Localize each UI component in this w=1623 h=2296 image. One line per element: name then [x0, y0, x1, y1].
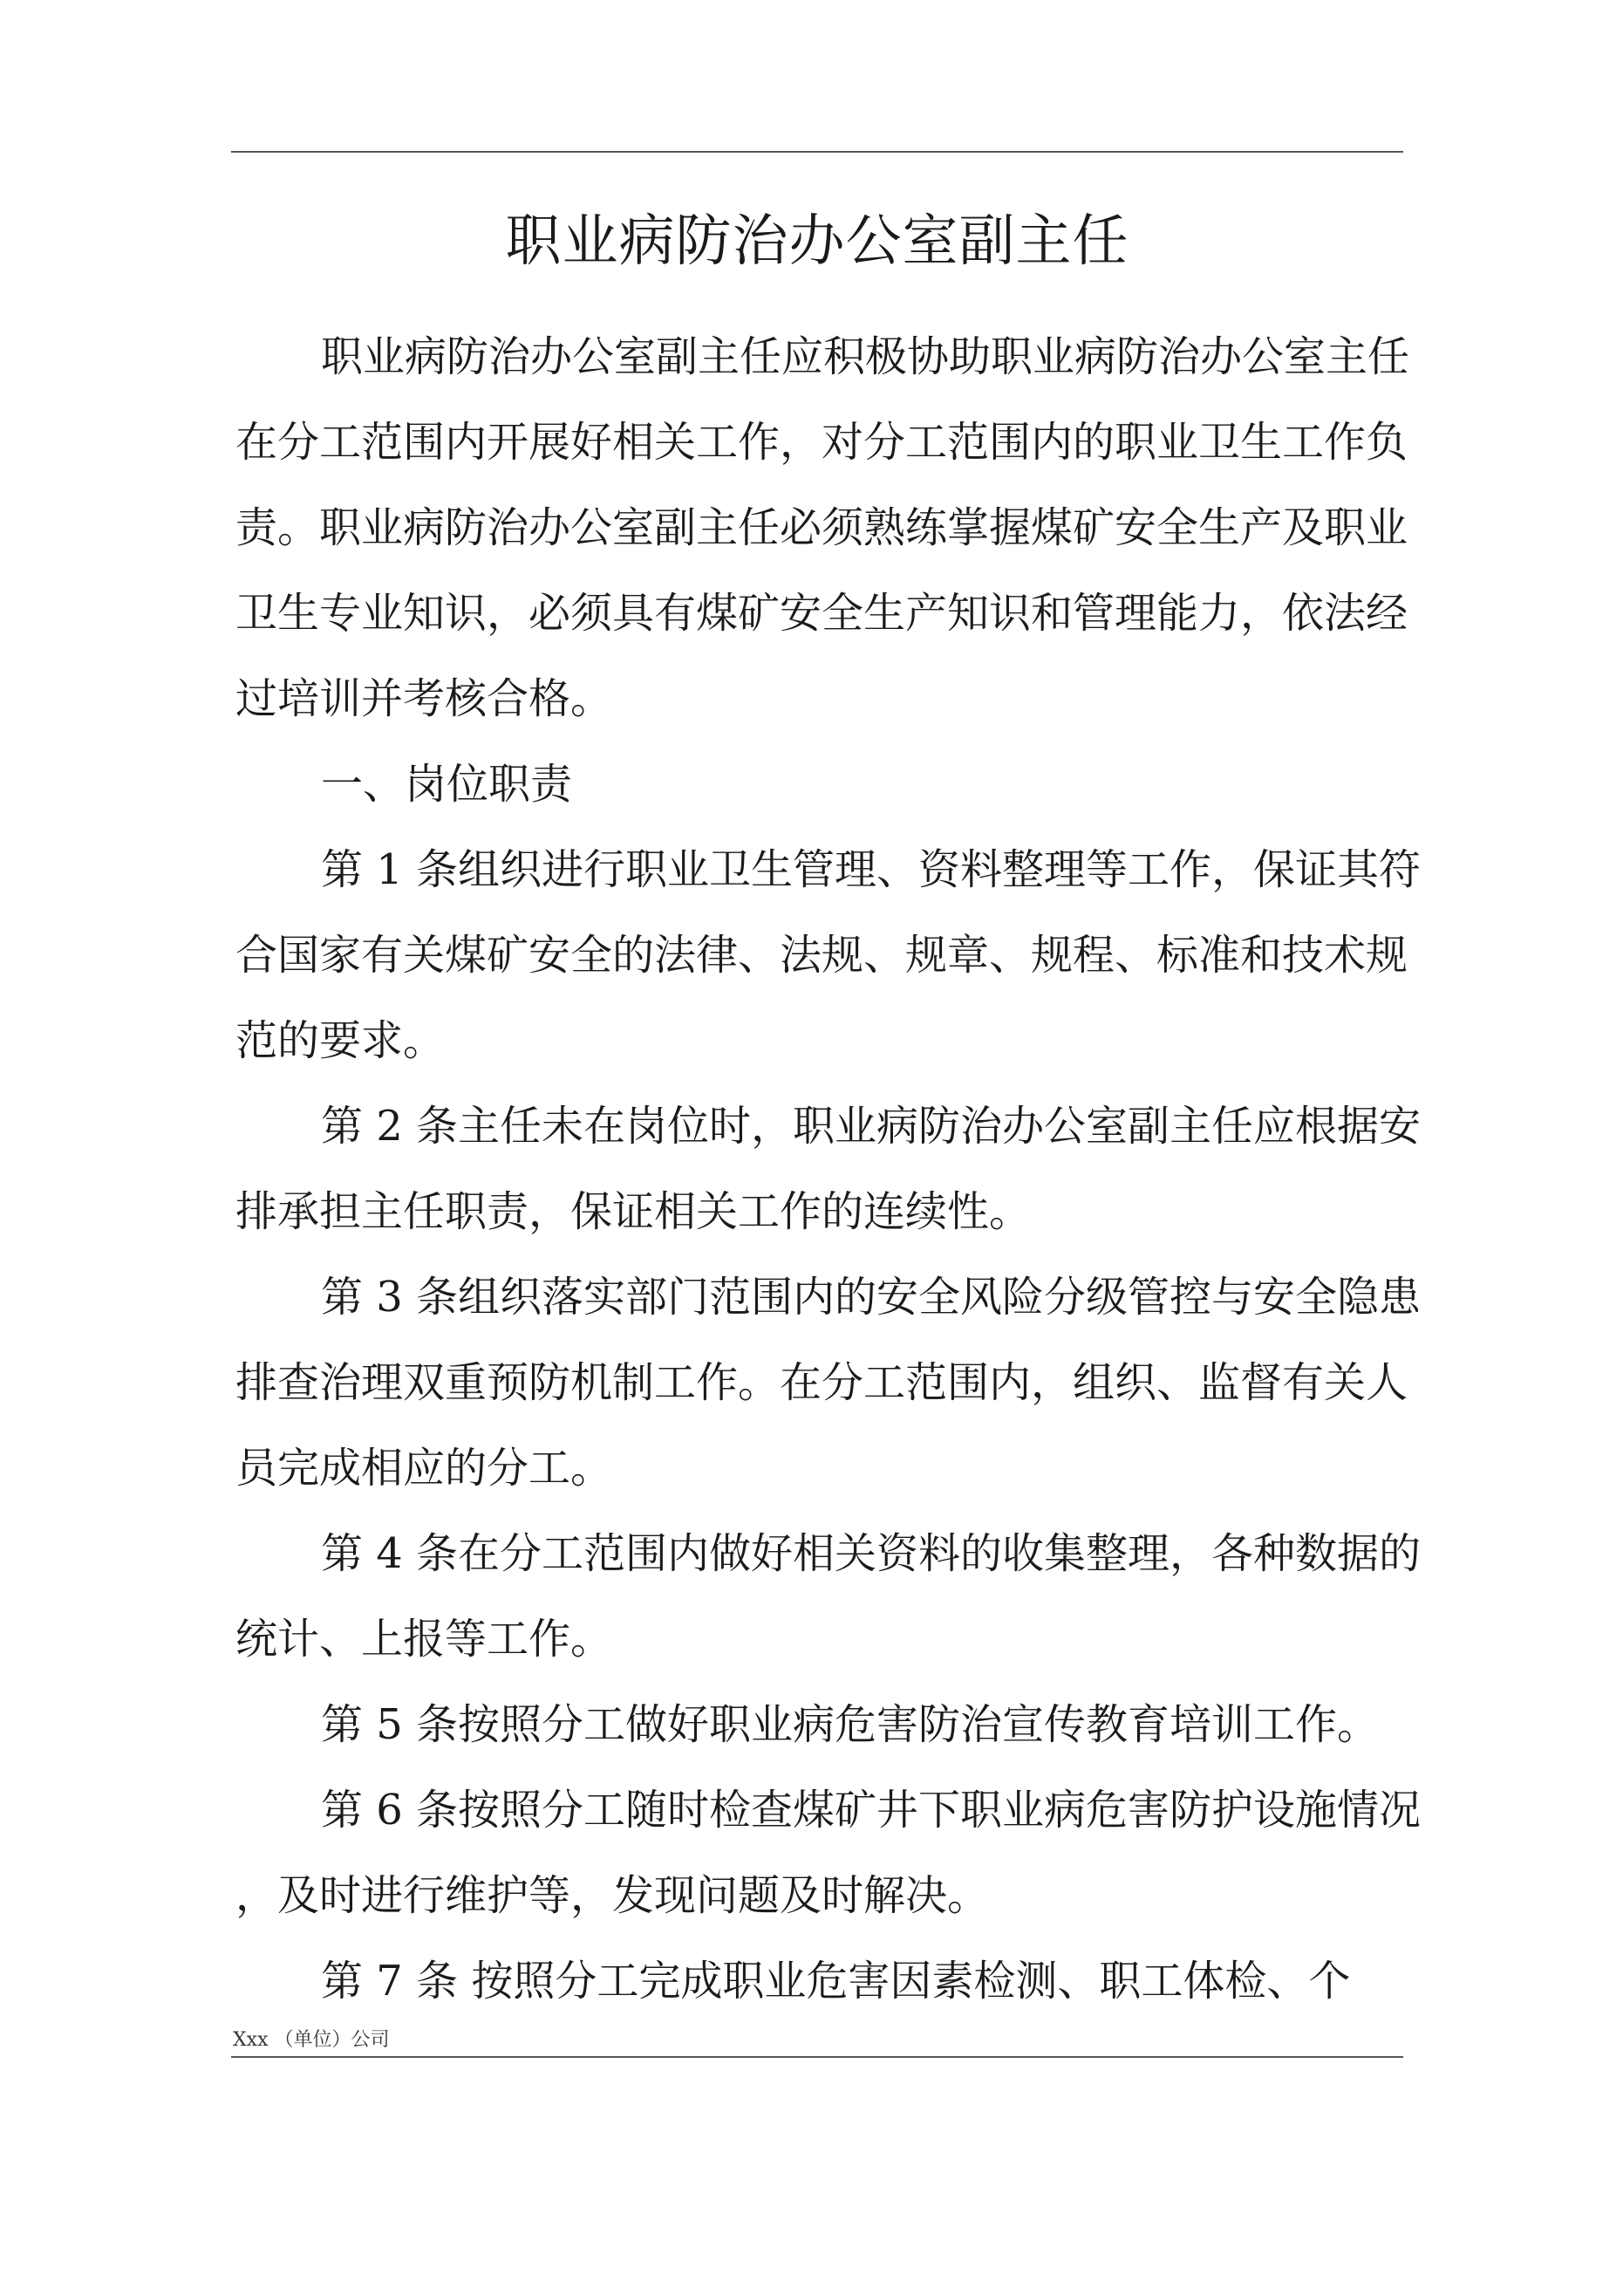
body-line: ，及时进行维护等，发现问题及时解决。	[235, 1871, 990, 1920]
document-title: 职业病防治办公室副主任	[505, 209, 1129, 274]
body-line: 第 7 条 按照分工完成职业危害因素检测、职工体检、个	[321, 1957, 1351, 2006]
footer-company: Xxx （单位）公司	[233, 2029, 390, 2051]
body-line: 第 6 条按照分工随时检查煤矿井下职业病危害防护设施情况	[321, 1786, 1422, 1835]
body-line: 排查治理双重预防机制工作。在分工范围内，组织、监督有关人	[235, 1358, 1408, 1407]
body-line: 卫生专业知识，必须具有煤矿安全生产知识和管理能力，依法经	[235, 589, 1408, 638]
body-line: 第 4 条在分工范围内做好相关资料的收集整理，各种数据的	[321, 1529, 1422, 1578]
body-line: 过培训并考核合格。	[235, 674, 613, 723]
body-line: 排承担主任职责，保证相关工作的连续性。	[235, 1187, 1032, 1236]
footer-rule	[231, 2056, 1403, 2058]
body-line: 统计、上报等工作。	[235, 1615, 613, 1664]
body-line: 在分工范围内开展好相关工作，对分工范围内的职业卫生工作负	[235, 418, 1408, 467]
body-line: 第 1 条组织进行职业卫生管理、资料整理等工作，保证其符	[321, 845, 1422, 894]
body-line: 第 2 条主任未在岗位时，职业病防治办公室副主任应根据安	[321, 1102, 1422, 1151]
body-line: 合国家有关煤矿安全的法律、法规、规章、规程、标准和技术规	[235, 931, 1408, 980]
body-line: 职业病防治办公室副主任应积极协助职业病防治办公室主任	[321, 332, 1410, 381]
body-line: 第 3 条组织落实部门范围内的安全风险分级管控与安全隐患	[321, 1273, 1422, 1322]
body-line: 员完成相应的分工。	[235, 1444, 613, 1493]
body-line: 一、岗位职责	[321, 760, 573, 809]
body-line: 第 5 条按照分工做好职业病危害防治宣传教育培训工作。	[321, 1700, 1380, 1749]
body-line: 范的要求。	[235, 1016, 446, 1065]
body-line: 责。职业病防治办公室副主任必须熟练掌握煤矿安全生产及职业	[235, 503, 1408, 552]
header-rule	[231, 151, 1403, 153]
document-body	[235, 314, 1422, 2024]
